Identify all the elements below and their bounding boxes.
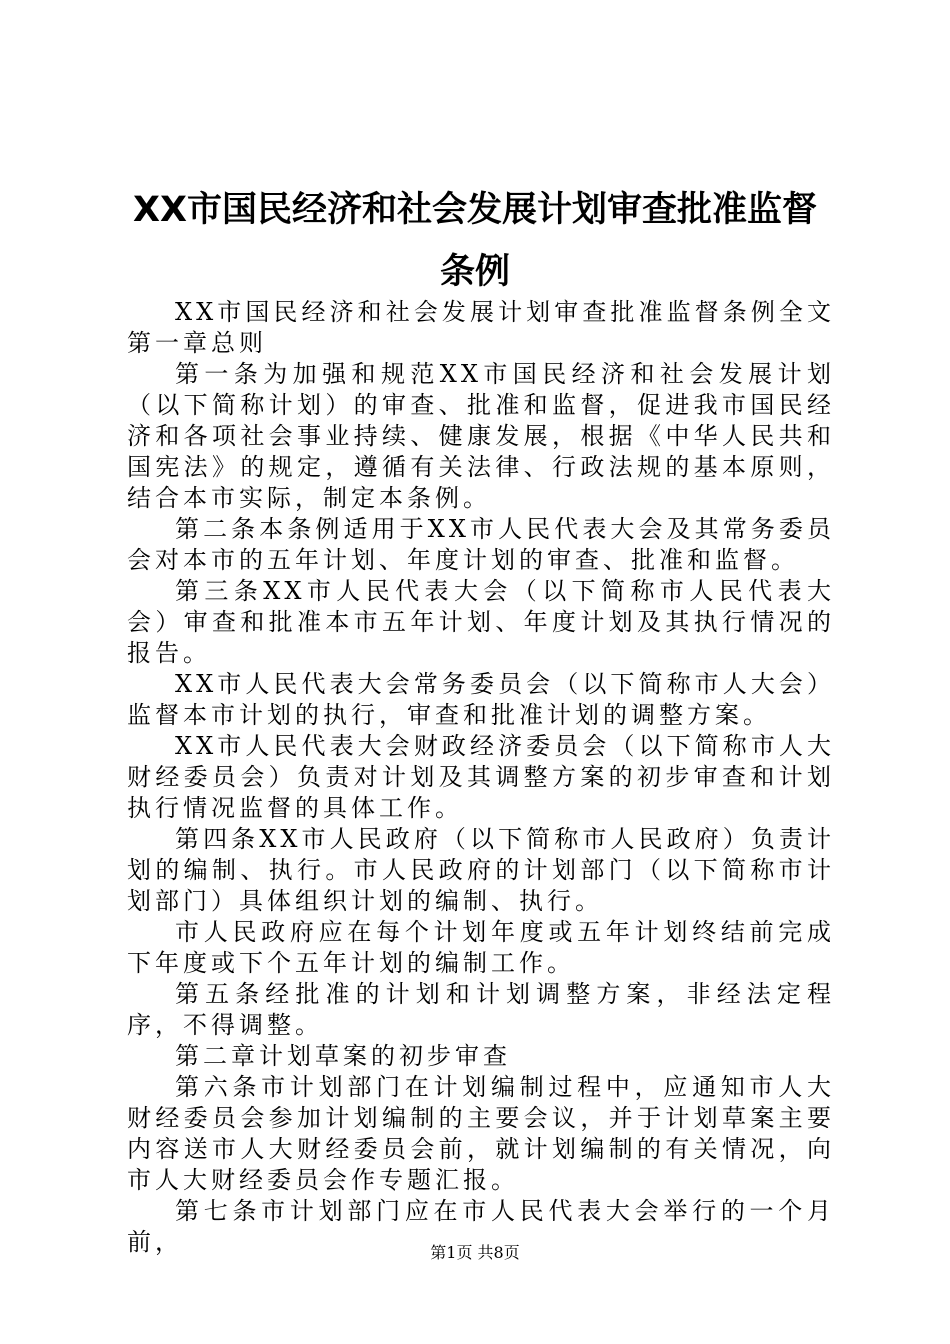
paragraph-article-1: 第一条为加强和规范XX市国民经济和社会发展计划（以下简称计划）的审查、批准和监督，促进我市国民经济和各项社会事业持续、健康发展，根据《中华人民共和国宪法》的规定，遵循有关法律、行政法规的基本原则，结合本市实际，制定本条例。	[127, 360, 835, 512]
paragraph-article-4-deadline: 市人民政府应在每个计划年度或五年计划终结前完成下年度或下个五年计划的编制工作。	[127, 918, 835, 977]
paragraph-article-2: 第二条本条例适用于XX市人民代表大会及其常务委员会对本市的五年计划、年度计划的审查、批准和监督。	[127, 515, 835, 574]
paragraph-article-5: 第五条经批准的计划和计划调整方案，非经法定程序，不得调整。	[127, 980, 835, 1039]
document-title-line-1: XX市国民经济和社会发展计划审查批准监督	[133, 190, 817, 230]
chapter-2-heading: 第二章计划草案的初步审查	[175, 1042, 511, 1070]
paragraph-article-3-standing-committee: XX市人民代表大会常务委员会（以下简称市人大会）监督本市计划的执行，审查和批准计划的调整方案。	[127, 670, 835, 729]
paragraph-article-6: 第六条市计划部门在计划编制过程中，应通知市人大财经委员会参加计划编制的主要会议，并于计划草案主要内容送市人大财经委员会前，就计划编制的有关情况，向市人大财经委员会作专题汇报。	[127, 1073, 835, 1194]
paragraph-intro: XX市国民经济和社会发展计划审查批准监督条例全文第一章总则	[127, 298, 835, 357]
document-body	[127, 297, 835, 1258]
paragraph-article-3-finance-committee: XX市人民代表大会财政经济委员会（以下简称市人大财经委员会）负责对计划及其调整方案的初步审查和计划执行情况监督的具体工作。	[127, 732, 835, 822]
paragraph-article-4: 第四条XX市人民政府（以下简称市人民政府）负责计划的编制、执行。市人民政府的计划部门（以下简称市计划部门）具体组织计划的编制、执行。	[127, 825, 835, 915]
page-number-footer: 第1页 共8页	[430, 1243, 520, 1262]
paragraph-article-3: 第三条XX市人民代表大会（以下简称市人民代表大会）审查和批准本市五年计划、年度计划及其执行情况的报告。	[127, 577, 835, 667]
paragraph-article-7: 第七条市计划部门应在市人民代表大会举行的一个月前，	[127, 1197, 835, 1256]
document-title-line-2: 条例	[439, 252, 510, 292]
